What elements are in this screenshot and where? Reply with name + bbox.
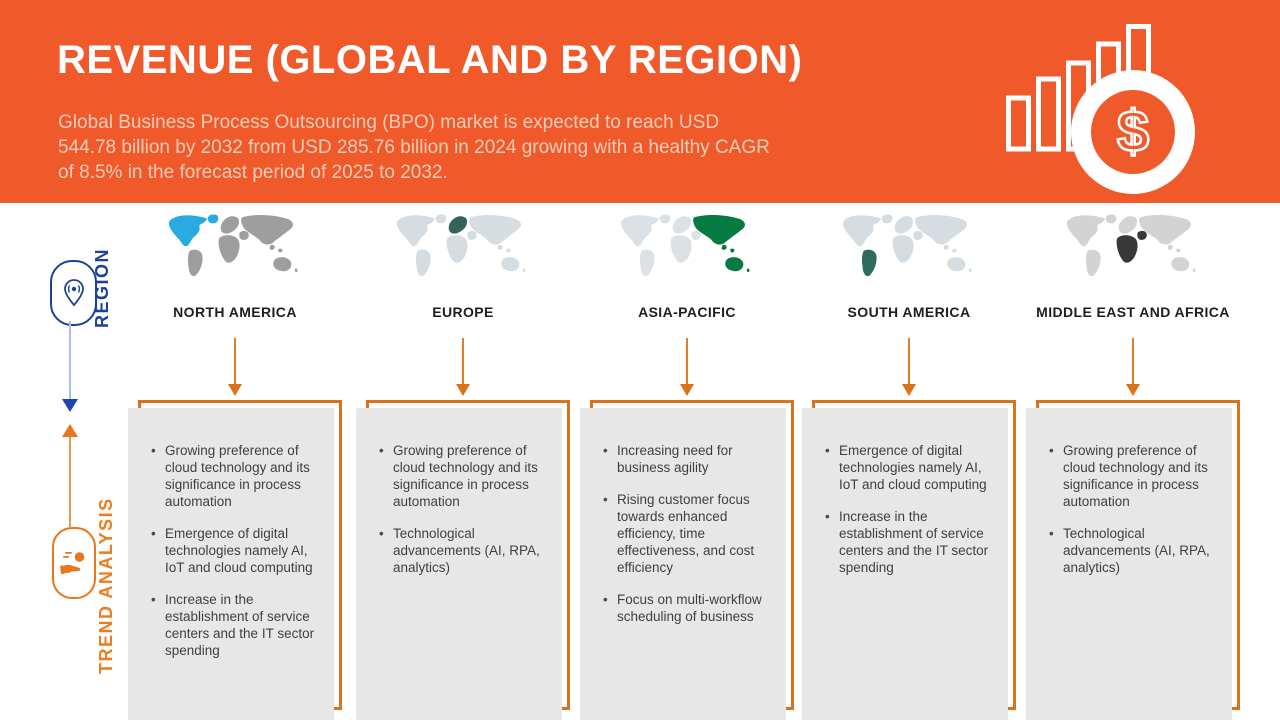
- flow-arrow-down-icon: [802, 338, 1016, 398]
- map-africa: [671, 235, 692, 262]
- trend-card: [580, 400, 794, 720]
- map-australia: [501, 257, 525, 272]
- trend-bullet-list: [356, 408, 562, 576]
- map-south-america: [1086, 250, 1101, 276]
- trend-bullet: • Increase in the establishment of service centers and the IT sector spending: [150, 591, 324, 659]
- map-asia: [1139, 215, 1191, 253]
- map-greenland: [208, 215, 218, 224]
- trend-card: [356, 400, 570, 720]
- map-south-america: [416, 250, 431, 276]
- trend-bullet-list: [128, 408, 334, 659]
- region-column-south-america: [802, 205, 1016, 720]
- map-australia: [947, 257, 971, 272]
- card-body: [580, 408, 786, 720]
- trend-pill: [52, 527, 96, 599]
- map-europe: [221, 216, 239, 233]
- map-africa: [219, 235, 240, 262]
- map-asia: [915, 215, 967, 253]
- map-north-america: [843, 215, 882, 246]
- map-asia: [693, 215, 745, 253]
- subtitle-line: Global Business Process Outsourcing (BPO) market is expected to reach USD: [58, 112, 720, 133]
- map-africa: [447, 235, 468, 262]
- map-australia: [1171, 257, 1195, 272]
- map-middle-east: [691, 231, 701, 240]
- trend-bullet: • Technological advancements (AI, RPA, analytics): [1048, 525, 1222, 576]
- flow-arrow-down-icon: [128, 338, 342, 398]
- world-map-icon: [613, 211, 761, 293]
- map-africa: [893, 235, 914, 262]
- region-name: NORTH AMERICA: [173, 304, 297, 320]
- trend-bullet: • Increasing need for business agility: [602, 442, 776, 476]
- subtitle-line: 544.78 billion by 2032 from USD 285.76 billion in 2024 growing with a healthy CAGR: [58, 137, 770, 158]
- map-north-america: [1067, 215, 1106, 246]
- trend-bullet-list: [802, 408, 1008, 576]
- region-pill: [50, 260, 97, 326]
- trend-card: [128, 400, 342, 720]
- region-name: EUROPE: [432, 304, 494, 320]
- map-australia: [273, 257, 297, 272]
- world-map-icon: [1059, 211, 1207, 293]
- world-map-icon: [835, 211, 983, 293]
- map-south-america: [640, 250, 655, 276]
- map-north-america: [397, 215, 436, 246]
- trend-bullet: • Growing preference of cloud technology and its significance in process automation: [378, 442, 552, 510]
- trend-bullet: • Technological advancements (AI, RPA, analytics): [378, 525, 552, 576]
- region-column-middle-east-africa: [1026, 205, 1240, 720]
- arrow-up-icon: [62, 424, 78, 437]
- trend-card: [1026, 400, 1240, 720]
- trend-bullet: • Emergence of digital technologies namely AI, IoT and cloud computing: [824, 442, 998, 493]
- trend-bullet-list: [580, 408, 786, 625]
- world-map-icon: [161, 211, 309, 293]
- trend-rail-label: TREND ANALYSIS: [96, 497, 116, 674]
- hand-coin-icon: [59, 549, 89, 577]
- trend-bullet: • Focus on multi-workflow scheduling of business: [602, 591, 776, 625]
- map-europe: [673, 216, 691, 233]
- map-europe: [449, 216, 467, 233]
- card-body: [128, 408, 334, 720]
- map-greenland: [660, 215, 670, 224]
- region-rail-label: REGION: [92, 247, 112, 328]
- map-north-america: [169, 215, 208, 246]
- map-middle-east: [1137, 231, 1147, 240]
- map-greenland: [1106, 215, 1116, 224]
- trend-card: [802, 400, 1016, 720]
- map-middle-east: [239, 231, 249, 240]
- dollar-glyph: $: [1116, 99, 1150, 164]
- world-map-icon: [389, 211, 537, 293]
- map-middle-east: [467, 231, 477, 240]
- region-name: ASIA-PACIFIC: [638, 304, 736, 320]
- dollar-coin-inner: [1091, 90, 1175, 174]
- map-australia: [725, 257, 749, 272]
- map-europe: [1119, 216, 1137, 233]
- trend-bullet: • Growing preference of cloud technology and its significance in process automation: [150, 442, 324, 510]
- region-arrow-stem: [69, 321, 71, 399]
- header-band: [0, 0, 1280, 203]
- map-asia: [241, 215, 293, 253]
- map-greenland: [882, 215, 892, 224]
- region-column-north-america: [128, 205, 342, 720]
- map-europe: [895, 216, 913, 233]
- flow-arrow-down-icon: [580, 338, 794, 398]
- region-column-asia-pacific: [580, 205, 794, 720]
- flow-arrow-down-icon: [356, 338, 570, 398]
- map-south-america: [862, 250, 877, 276]
- trend-bullet: • Increase in the establishment of service centers and the IT sector spending: [824, 508, 998, 576]
- card-body: [802, 408, 1008, 720]
- map-north-america: [621, 215, 660, 246]
- card-body: [1026, 408, 1232, 720]
- location-pin-icon: [61, 278, 87, 308]
- trend-bullet: • Emergence of digital technologies namely AI, IoT and cloud computing: [150, 525, 324, 576]
- trend-bullet: • Growing preference of cloud technology and its significance in process automation: [1048, 442, 1222, 510]
- card-body: [356, 408, 562, 720]
- region-name: MIDDLE EAST AND AFRICA: [1036, 304, 1230, 320]
- page-title: REVENUE (GLOBAL AND BY REGION): [57, 38, 803, 82]
- map-greenland: [436, 215, 446, 224]
- dollar-coin-icon: [1071, 70, 1195, 194]
- region-column-europe: [356, 205, 570, 720]
- map-asia: [469, 215, 521, 253]
- map-middle-east: [913, 231, 923, 240]
- region-name: SOUTH AMERICA: [847, 304, 971, 320]
- trend-arrow-stem: [69, 437, 71, 527]
- trend-bullet-list: [1026, 408, 1232, 576]
- arrow-down-icon: [62, 399, 78, 412]
- map-south-america: [188, 250, 203, 276]
- subtitle-line: of 8.5% in the forecast period of 2025 to 2032.: [58, 162, 448, 183]
- flow-arrow-down-icon: [1026, 338, 1240, 398]
- header-subtitle: [58, 110, 770, 185]
- map-africa: [1117, 235, 1138, 262]
- trend-bullet: • Rising customer focus towards enhanced efficiency, time effectiveness, and cost efficiency: [602, 491, 776, 576]
